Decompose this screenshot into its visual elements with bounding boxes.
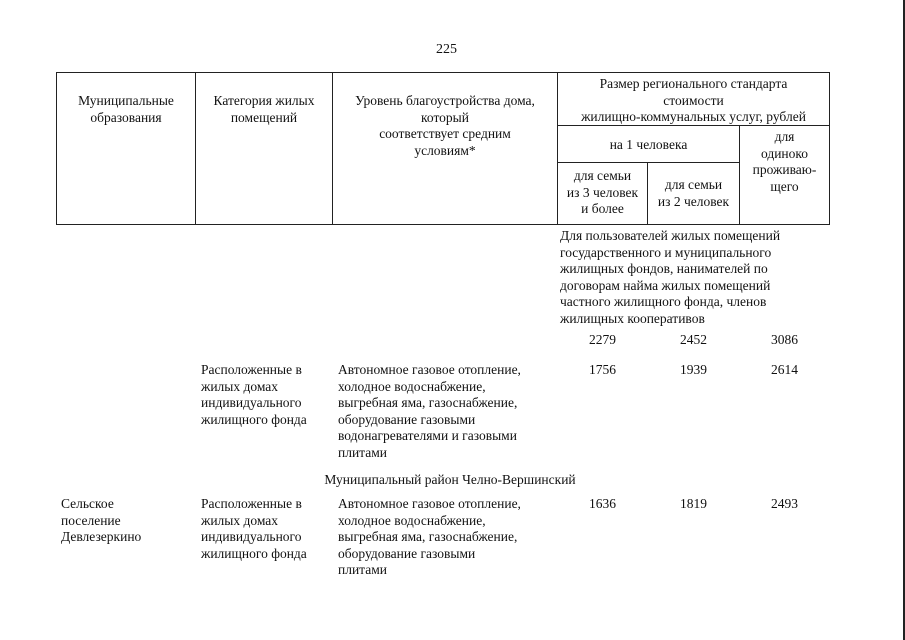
header-category: Категория жилых помещений [213, 93, 315, 125]
row3-value-family3: 1636 [589, 496, 616, 511]
row2-value-family3: 1756 [589, 362, 616, 377]
row3-level: Автономное газовое отопление, холодное водоснабжение, выгребная яма, газоснабжение, оборудование газовыми плитами [338, 496, 521, 577]
table-header-bottom-border [56, 224, 830, 225]
header-family-3: для семьи из 3 человек и более [566, 168, 639, 216]
header-level: Уровень благоустройства дома, который соответствует средним условиям* [355, 93, 535, 158]
row2-value-family2: 1939 [680, 362, 707, 377]
header-single: для одиноко проживаю- щего [752, 129, 817, 194]
section-note: Для пользователей жилых помещений государственного и муниципального жилищных фондов, нанимателей по договорам найма жилых помещений частного жилищного фонда, членов жилищных кооперативов [560, 228, 781, 326]
row3-municipality: Сельское поселение Девлезеркино [61, 496, 142, 544]
row2-level: Автономное газовое отопление, холодное водоснабжение, выгребная яма, газоснабжение, оборудование газовыми водонагревателями и газовыми плитами [338, 362, 521, 460]
row1-value-family3: 2279 [589, 332, 616, 347]
row2-category: Расположенные в жилых домах индивидуального жилищного фонда [201, 362, 307, 427]
row1-value-family2: 2452 [680, 332, 707, 347]
header-family-2: для семьи из 2 человек [657, 177, 730, 209]
header-per-person: на 1 человека [609, 137, 688, 152]
col-border-2 [332, 72, 333, 225]
row1-value-single: 3086 [771, 332, 798, 347]
district-title: Муниципальный район Челно-Вершинский [324, 472, 576, 487]
header-subrow-border-2 [557, 162, 739, 163]
header-municipalities: Муниципальные образования [78, 93, 174, 125]
col-border-1 [195, 72, 196, 225]
row3-value-single: 2493 [771, 496, 798, 511]
row3-category: Расположенные в жилых домах индивидуального жилищного фонда [201, 496, 307, 561]
page-number: 225 [436, 42, 457, 57]
row3-value-family2: 1819 [680, 496, 707, 511]
table-top-border [56, 72, 830, 73]
row2-value-single: 2614 [771, 362, 798, 377]
col-border-0 [56, 72, 57, 225]
col-border-6 [829, 72, 830, 225]
header-size: Размер регионального стандарта стоимости жилищно-коммунальных услуг, рублей [581, 76, 806, 124]
